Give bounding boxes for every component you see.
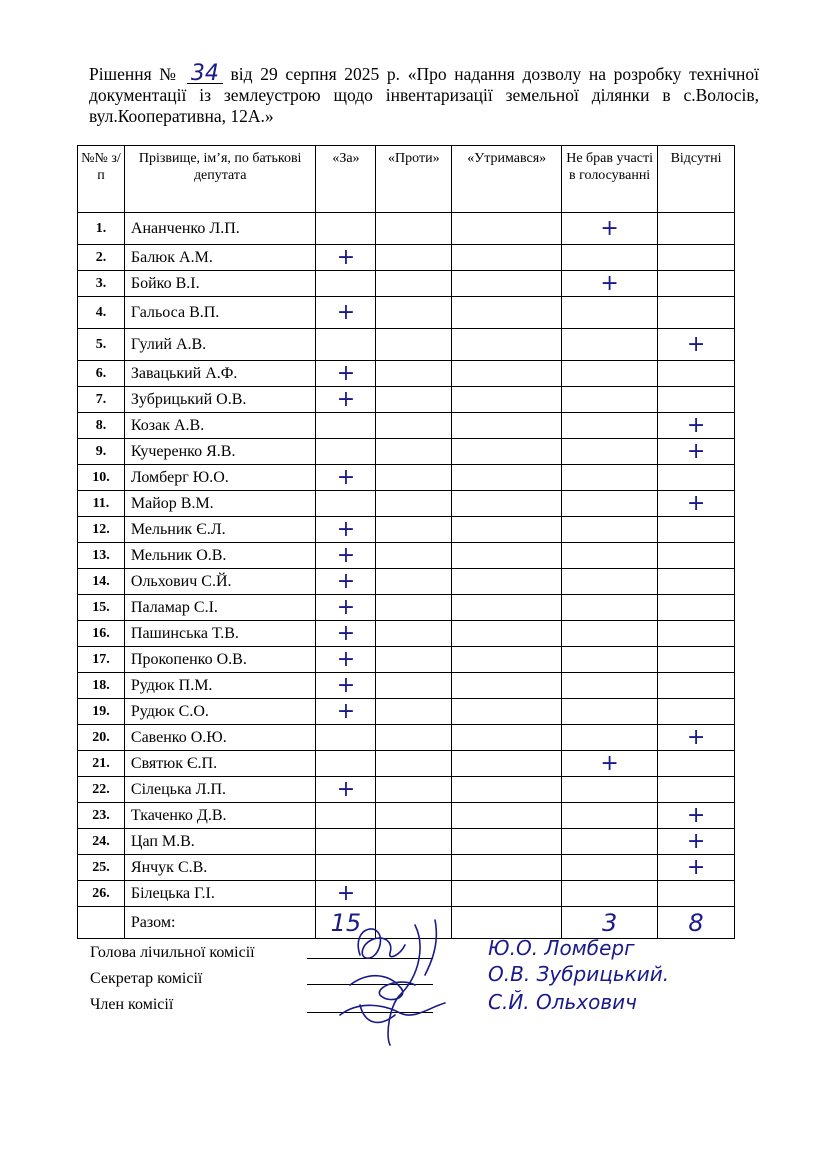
- vote-cell-absent: [658, 213, 735, 245]
- vote-cell-for: [316, 491, 376, 517]
- vote-cell-no-vote: [562, 491, 658, 517]
- vote-cell-no-vote: [562, 439, 658, 465]
- deputy-name: Балюк А.М.: [124, 245, 316, 271]
- table-row: [78, 329, 735, 361]
- vote-cell-absent: [658, 361, 735, 387]
- col-header-for: «За»: [316, 146, 376, 213]
- vote-cell-against: [376, 329, 452, 361]
- vote-cell-against: [376, 803, 452, 829]
- row-number: 24.: [78, 829, 125, 855]
- vote-mark-absent: +: [658, 413, 735, 439]
- vote-cell-against: [376, 271, 452, 297]
- row-number: 13.: [78, 543, 125, 569]
- row-number: 18.: [78, 673, 125, 699]
- table-row: [78, 213, 735, 245]
- vote-cell-no-vote: [562, 881, 658, 907]
- member-label: Член комісії: [90, 996, 174, 1013]
- deputy-name: Мельник Є.Л.: [124, 517, 316, 543]
- col-header-num: №№ з/п: [78, 146, 125, 213]
- vote-cell-no-vote: [562, 245, 658, 271]
- vote-mark-absent: +: [658, 829, 735, 855]
- deputy-name: Святюк Є.П.: [124, 751, 316, 777]
- table-row: [78, 297, 735, 329]
- deputy-name: Прокопенко О.В.: [124, 647, 316, 673]
- row-number: 14.: [78, 569, 125, 595]
- vote-cell-absent: [658, 387, 735, 413]
- table-row: [78, 595, 735, 621]
- vote-mark-absent: +: [658, 855, 735, 881]
- vote-cell-abstain: [452, 439, 562, 465]
- vote-cell-abstain: [452, 387, 562, 413]
- vote-cell-no-vote: [562, 829, 658, 855]
- table-row: [78, 465, 735, 491]
- vote-cell-no-vote: [562, 329, 658, 361]
- table-row: [78, 413, 735, 439]
- vote-cell-abstain: [452, 491, 562, 517]
- deputy-name: Ольхович С.Й.: [124, 569, 316, 595]
- vote-mark-for: +: [316, 543, 376, 569]
- vote-mark-no-vote: +: [562, 213, 658, 245]
- table-row: [78, 543, 735, 569]
- total-for: 15: [316, 907, 376, 939]
- table-header-row: [78, 146, 735, 213]
- vote-cell-no-vote: [562, 725, 658, 751]
- table-row: [78, 881, 735, 907]
- table-row: [78, 517, 735, 543]
- vote-mark-for: +: [316, 647, 376, 673]
- table-row: [78, 751, 735, 777]
- vote-cell-against: [376, 725, 452, 751]
- voting-table-body: [78, 213, 735, 907]
- vote-cell-for: [316, 829, 376, 855]
- vote-cell-against: [376, 361, 452, 387]
- vote-cell-absent: [658, 673, 735, 699]
- title-text: від 29 серпня 2025 р. «Про надання дозволу на розробку технічної документації із землеустрою щодо інвентаризації земельної ділянки в с.Волосів, вул.Кооперативна, 12А.»: [89, 64, 760, 126]
- vote-cell-against: [376, 413, 452, 439]
- row-number: 17.: [78, 647, 125, 673]
- secretary-label: Секретар комісії: [90, 970, 203, 987]
- vote-cell-against: [376, 517, 452, 543]
- vote-cell-no-vote: [562, 777, 658, 803]
- col-header-against: «Проти»: [376, 146, 452, 213]
- vote-cell-against: [376, 543, 452, 569]
- table-row: [78, 829, 735, 855]
- row-number: 9.: [78, 439, 125, 465]
- vote-cell-for: [316, 271, 376, 297]
- vote-cell-abstain: [452, 213, 562, 245]
- vote-cell-for: [316, 855, 376, 881]
- row-number: 19.: [78, 699, 125, 725]
- table-row: [78, 387, 735, 413]
- row-number: 16.: [78, 621, 125, 647]
- vote-cell-abstain: [452, 777, 562, 803]
- vote-mark-for: +: [316, 465, 376, 491]
- total-no-vote: 3: [562, 907, 658, 939]
- vote-cell-against: [376, 751, 452, 777]
- vote-mark-for: +: [316, 699, 376, 725]
- vote-cell-abstain: [452, 803, 562, 829]
- vote-cell-no-vote: [562, 569, 658, 595]
- vote-cell-no-vote: [562, 361, 658, 387]
- deputy-name: Козак А.В.: [124, 413, 316, 439]
- vote-cell-no-vote: [562, 647, 658, 673]
- vote-cell-abstain: [452, 881, 562, 907]
- row-number: 2.: [78, 245, 125, 271]
- vote-cell-against: [376, 621, 452, 647]
- table-row: [78, 673, 735, 699]
- vote-mark-for: +: [316, 569, 376, 595]
- vote-cell-against: [376, 491, 452, 517]
- row-number: 6.: [78, 361, 125, 387]
- vote-mark-absent: +: [658, 725, 735, 751]
- vote-cell-against: [376, 829, 452, 855]
- vote-cell-no-vote: [562, 595, 658, 621]
- table-row: [78, 777, 735, 803]
- table-row: [78, 361, 735, 387]
- deputy-name: Ананченко Л.П.: [124, 213, 316, 245]
- vote-cell-abstain: [452, 595, 562, 621]
- vote-mark-no-vote: +: [562, 751, 658, 777]
- vote-cell-against: [376, 777, 452, 803]
- vote-cell-absent: [658, 271, 735, 297]
- row-number: 12.: [78, 517, 125, 543]
- row-number: 5.: [78, 329, 125, 361]
- vote-cell-abstain: [452, 543, 562, 569]
- deputy-name: Мельник О.В.: [124, 543, 316, 569]
- deputy-name: Гулий А.В.: [124, 329, 316, 361]
- vote-cell-abstain: [452, 725, 562, 751]
- vote-cell-absent: [658, 699, 735, 725]
- vote-cell-for: [316, 213, 376, 245]
- vote-mark-no-vote: +: [562, 271, 658, 297]
- vote-cell-abstain: [452, 245, 562, 271]
- vote-cell-abstain: [452, 829, 562, 855]
- vote-cell-absent: [658, 465, 735, 491]
- vote-cell-absent: [658, 297, 735, 329]
- deputy-name: Ломберг Ю.О.: [124, 465, 316, 491]
- vote-mark-absent: +: [658, 491, 735, 517]
- vote-cell-abstain: [452, 621, 562, 647]
- vote-cell-no-vote: [562, 413, 658, 439]
- table-row: [78, 647, 735, 673]
- vote-cell-against: [376, 439, 452, 465]
- vote-cell-abstain: [452, 517, 562, 543]
- secretary-name: О.В. Зубрицький.: [488, 962, 670, 986]
- row-number: 3.: [78, 271, 125, 297]
- vote-cell-absent: [658, 595, 735, 621]
- deputy-name: Ткаченко Д.В.: [124, 803, 316, 829]
- table-row: [78, 803, 735, 829]
- vote-mark-for: +: [316, 621, 376, 647]
- row-number: 10.: [78, 465, 125, 491]
- vote-cell-against: [376, 855, 452, 881]
- decision-number: 34: [187, 65, 223, 84]
- row-number: 25.: [78, 855, 125, 881]
- vote-cell-absent: [658, 543, 735, 569]
- row-number: 22.: [78, 777, 125, 803]
- vote-cell-no-vote: [562, 699, 658, 725]
- vote-cell-abstain: [452, 413, 562, 439]
- vote-cell-absent: [658, 647, 735, 673]
- vote-cell-absent: [658, 777, 735, 803]
- deputy-name: Янчук С.В.: [124, 855, 316, 881]
- table-row: [78, 491, 735, 517]
- chair-label: Голова лічильної комісії: [90, 944, 255, 961]
- table-row: [78, 569, 735, 595]
- row-number: 8.: [78, 413, 125, 439]
- vote-cell-no-vote: [562, 621, 658, 647]
- vote-cell-abstain: [452, 361, 562, 387]
- vote-cell-for: [316, 751, 376, 777]
- row-number: 21.: [78, 751, 125, 777]
- vote-cell-absent: [658, 569, 735, 595]
- vote-cell-against: [376, 699, 452, 725]
- vote-cell-no-vote: [562, 855, 658, 881]
- row-number: 26.: [78, 881, 125, 907]
- handwritten-signatures: [330, 915, 470, 1050]
- vote-cell-for: [316, 803, 376, 829]
- vote-cell-against: [376, 881, 452, 907]
- vote-cell-against: [376, 569, 452, 595]
- vote-mark-absent: +: [658, 803, 735, 829]
- vote-cell-abstain: [452, 329, 562, 361]
- vote-cell-abstain: [452, 569, 562, 595]
- member-name: С.Й. Ольхович: [488, 990, 637, 1014]
- vote-cell-no-vote: [562, 517, 658, 543]
- voting-table: [77, 145, 735, 939]
- vote-cell-abstain: [452, 699, 562, 725]
- deputy-name: Сілецька Л.П.: [124, 777, 316, 803]
- vote-cell-against: [376, 297, 452, 329]
- vote-mark-for: +: [316, 361, 376, 387]
- chair-name: Ю.О. Ломберг: [488, 936, 635, 960]
- vote-mark-for: +: [316, 517, 376, 543]
- vote-cell-no-vote: [562, 297, 658, 329]
- deputy-name: Завацький А.Ф.: [124, 361, 316, 387]
- vote-mark-for: +: [316, 777, 376, 803]
- vote-cell-for: [316, 329, 376, 361]
- col-header-absent: Відсутні: [658, 146, 735, 213]
- col-header-no-vote: Не брав участі в голосуванні: [562, 146, 658, 213]
- vote-cell-for: [316, 725, 376, 751]
- deputy-name: Паламар С.І.: [124, 595, 316, 621]
- vote-cell-absent: [658, 621, 735, 647]
- table-row: [78, 439, 735, 465]
- vote-cell-no-vote: [562, 543, 658, 569]
- vote-cell-against: [376, 673, 452, 699]
- table-row: [78, 271, 735, 297]
- table-row: [78, 699, 735, 725]
- vote-cell-for: [316, 413, 376, 439]
- row-number: 15.: [78, 595, 125, 621]
- vote-cell-abstain: [452, 297, 562, 329]
- vote-cell-abstain: [452, 271, 562, 297]
- row-number: 4.: [78, 297, 125, 329]
- row-number: 23.: [78, 803, 125, 829]
- vote-cell-against: [376, 213, 452, 245]
- vote-cell-against: [376, 465, 452, 491]
- total-absent: 8: [658, 907, 735, 939]
- col-header-abstain: «Утримався»: [452, 146, 562, 213]
- vote-cell-no-vote: [562, 673, 658, 699]
- table-row: [78, 855, 735, 881]
- vote-cell-absent: [658, 881, 735, 907]
- vote-cell-abstain: [452, 647, 562, 673]
- col-header-name: Прізвище, ім’я, по батькові депутата: [124, 146, 316, 213]
- decision-title: [89, 61, 760, 127]
- deputy-name: Білецька Г.І.: [124, 881, 316, 907]
- row-number: 20.: [78, 725, 125, 751]
- vote-cell-abstain: [452, 465, 562, 491]
- vote-cell-abstain: [452, 673, 562, 699]
- totals-label: Разом:: [124, 907, 316, 939]
- vote-mark-for: +: [316, 673, 376, 699]
- deputy-name: Гальоса В.П.: [124, 297, 316, 329]
- vote-mark-for: +: [316, 595, 376, 621]
- deputy-name: Зубрицький О.В.: [124, 387, 316, 413]
- vote-cell-against: [376, 387, 452, 413]
- vote-cell-abstain: [452, 751, 562, 777]
- deputy-name: Савенко О.Ю.: [124, 725, 316, 751]
- vote-cell-abstain: [452, 855, 562, 881]
- deputy-name: Цап М.В.: [124, 829, 316, 855]
- vote-mark-for: +: [316, 245, 376, 271]
- vote-cell-against: [376, 245, 452, 271]
- vote-cell-absent: [658, 751, 735, 777]
- row-number: 7.: [78, 387, 125, 413]
- deputy-name: Рудюк П.М.: [124, 673, 316, 699]
- deputy-name: Рудюк С.О.: [124, 699, 316, 725]
- deputy-name: Бойко В.І.: [124, 271, 316, 297]
- vote-cell-against: [376, 647, 452, 673]
- row-number: 1.: [78, 213, 125, 245]
- vote-mark-for: +: [316, 881, 376, 907]
- vote-mark-absent: +: [658, 329, 735, 361]
- deputy-name: Майор В.М.: [124, 491, 316, 517]
- vote-mark-absent: +: [658, 439, 735, 465]
- deputy-name: Пашинська Т.В.: [124, 621, 316, 647]
- vote-mark-for: +: [316, 387, 376, 413]
- vote-cell-no-vote: [562, 387, 658, 413]
- vote-cell-against: [376, 595, 452, 621]
- row-number: 11.: [78, 491, 125, 517]
- totals-num-cell: [78, 907, 125, 939]
- vote-cell-no-vote: [562, 465, 658, 491]
- vote-cell-no-vote: [562, 803, 658, 829]
- vote-mark-for: +: [316, 297, 376, 329]
- title-prefix: Рішення №: [89, 64, 180, 84]
- vote-cell-absent: [658, 517, 735, 543]
- table-row: [78, 245, 735, 271]
- vote-cell-for: [316, 439, 376, 465]
- table-row: [78, 725, 735, 751]
- table-row: [78, 621, 735, 647]
- deputy-name: Кучеренко Я.В.: [124, 439, 316, 465]
- vote-cell-absent: [658, 245, 735, 271]
